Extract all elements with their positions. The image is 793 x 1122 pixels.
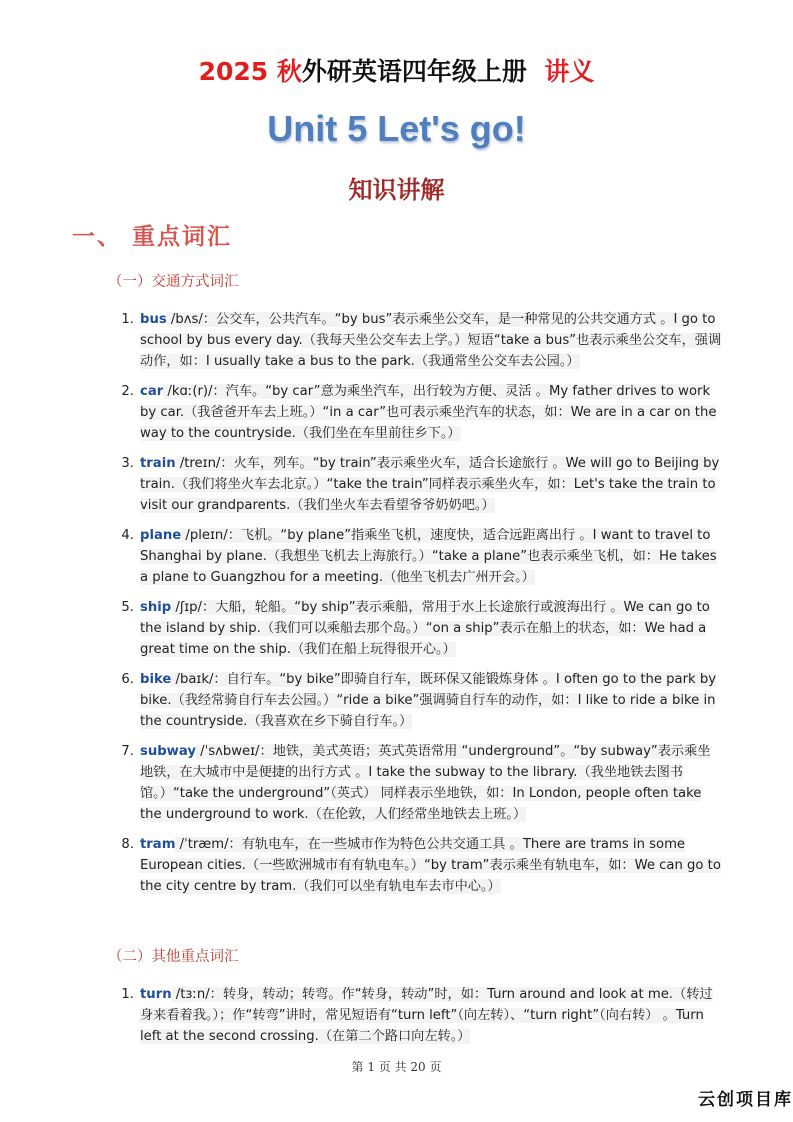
- section-heading-vocab: 一、 重点词汇: [72, 223, 233, 250]
- watermark: 云创项目库: [698, 1090, 793, 1110]
- vocab-explanation: /bʌs/：公交车，公共汽车。“by bus”表示乘坐公交车，是一种常见的公共交通方式 。I go to school by bus every day.（我每天坐公交车去上学。）短语“take a bus”也表示乘坐公交车，强调动作，如：I usually take a bus to the park.（我通常坐公交车去公园。）: [140, 312, 722, 369]
- vocab-word: turn: [140, 987, 172, 1002]
- document-title: [0, 52, 793, 92]
- vocab-explanation: /pleɪn/：飞机。“by plane”指乘坐飞机，速度快，适合远距离出行 。I want to travel to Shanghai by plane.（我想坐飞机去上海旅行。）“take a plane”也表示乘坐飞机，如：He takes a plane to Guangzhou for a meeting.（他坐飞机去广州开会。）: [140, 528, 717, 585]
- vocab-word: car: [140, 384, 164, 399]
- vocab-item: [121, 597, 722, 660]
- item-number: 5.: [121, 600, 134, 615]
- vocab-word: bike: [140, 672, 172, 687]
- vocab-item: [121, 669, 722, 732]
- vocab-explanation: /ʃɪp/：大船，轮船。“by ship”表示乘船，常用于水上长途旅行或渡海出行 。We can go to the island by ship.（我们可以乘船去那个岛。）“on a ship”表示在船上的状态，如：We had a great time on the ship.（我们在船上玩得很开心。）: [140, 600, 710, 657]
- title-book: 外研英语四年级上册: [301, 57, 527, 86]
- vocab-word: ship: [140, 600, 172, 615]
- subheading-transport: （一）交通方式词汇: [108, 274, 239, 290]
- vocab-word: subway: [140, 744, 196, 759]
- item-number: 1.: [121, 312, 134, 327]
- page-number: 第 1 页 共 20 页: [351, 1060, 442, 1074]
- vocab-word: train: [140, 456, 176, 471]
- transport-vocab-list: [121, 309, 722, 906]
- title-handout: 讲义: [544, 57, 595, 86]
- vocab-item: [121, 381, 722, 444]
- item-number: 4.: [121, 528, 134, 543]
- subheading-other: （二）其他重点词汇: [108, 949, 239, 965]
- vocab-explanation: /baɪk/：自行车。“by bike”即骑自行车，既环保又能锻炼身体 。I often go to the park by bike.（我经常骑自行车去公园。）“ride a bike”强调骑自行车的动作，如：I like to ride a bike in the countryside.（我喜欢在乡下骑自行车。）: [140, 672, 717, 729]
- vocab-item: [121, 834, 722, 897]
- vocab-item: [121, 741, 722, 825]
- item-number: 2.: [121, 384, 134, 399]
- vocab-explanation: /ˈtræm/：有轨电车，在一些城市作为特色公共交通工具 。There are trams in some European cities.（一些欧洲城市有有轨电车。）“by tram”表示乘坐有轨电车，如：We can go to the city centre by tram.（我们可以坐有轨电车去市中心。）: [140, 837, 721, 894]
- vocab-explanation: /ˈsʌbweɪ/：地铁，美式英语；英式英语常用 “underground”。“by subway”表示乘坐地铁，在大城市中是便捷的出行方式 。I take the subway to the library.（我坐地铁去图书馆。）“take the underground”（英式） 同样表示坐地铁，如：In London, people often take the underground to work.（在伦敦，人们经常坐地铁去上班。）: [140, 744, 711, 822]
- title-year: 2025 秋: [198, 57, 302, 86]
- item-number: 7.: [121, 744, 134, 759]
- unit-title: Unit 5 Let's go!: [267, 108, 526, 149]
- vocab-explanation: /treɪn/：火车，列车。“by train”表示乘坐火车，适合长途旅行 。We will go to Beijing by train.（我们将坐火车去北京。）“take the train”同样表示乘坐火车，如：Let's take the train to visit our grandparents.（我们坐火车去看望爷爷奶奶吧。）: [140, 456, 720, 513]
- item-number: 3.: [121, 456, 134, 471]
- section-subtitle: 知识讲解: [348, 175, 445, 204]
- item-number: 6.: [121, 672, 134, 687]
- vocab-explanation: /tɜːn/：转身，转动；转弯。作“转身，转动”时，如：Turn around and look at me.（转过身来看着我。）；作“转弯”讲时，常见短语有“turn left”（向左转）、“turn right”（向右转） 。Turn left at the second crossing.（在第二个路口向左转。）: [140, 987, 713, 1044]
- vocab-word: tram: [140, 837, 176, 852]
- vocab-item: [121, 453, 722, 516]
- vocab-item: [121, 525, 722, 588]
- vocab-word: plane: [140, 528, 182, 543]
- vocab-item: [121, 984, 722, 1047]
- other-vocab-list: [121, 984, 722, 1056]
- vocab-explanation: /kɑː(r)/：汽车。“by car”意为乘坐汽车，出行较为方便、灵活 。My father drives to work by car.（我爸爸开车去上班。）“in a car”也可表示乘坐汽车的状态，如：We are in a car on the way to the countryside.（我们坐在车里前往乡下。）: [140, 384, 717, 441]
- item-number: 1.: [121, 987, 134, 1002]
- item-number: 8.: [121, 837, 134, 852]
- vocab-item: [121, 309, 722, 372]
- vocab-word: bus: [140, 312, 167, 327]
